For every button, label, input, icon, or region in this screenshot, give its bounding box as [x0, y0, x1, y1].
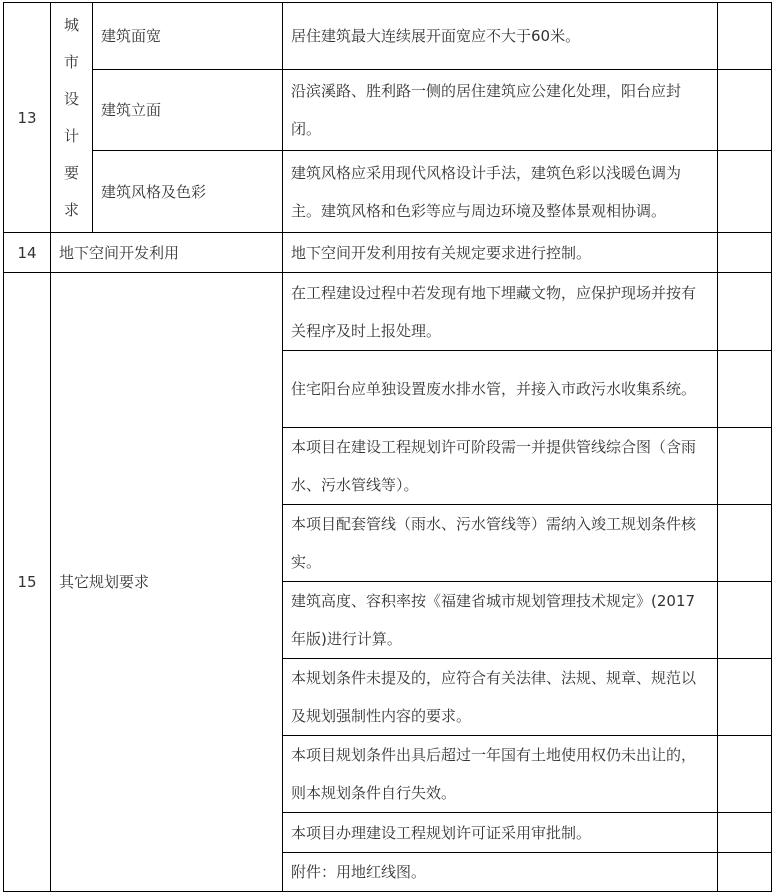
requirement-text: 沿滨溪路、胜利路一侧的居住建筑应公建化处理，阳台应封闭。 — [283, 70, 718, 151]
requirement-text: 本项目在建设工程规划许可阶段需一并提供管线综合图（含雨水、污水管线等）。 — [283, 428, 718, 505]
remarks-cell — [718, 428, 772, 505]
table-row — [4, 273, 772, 351]
requirement-text: 本项目办理建设工程规划许可证采用审批制。 — [283, 813, 718, 853]
remarks-cell — [718, 273, 772, 351]
table-row — [4, 70, 772, 151]
remarks-cell — [718, 151, 772, 233]
table-row — [4, 233, 772, 273]
item-number: 15 — [4, 273, 51, 892]
item-number: 14 — [4, 233, 51, 273]
requirement-text: 在工程建设过程中若发现有地下埋藏文物，应保护现场并按有关程序及时上报处理。 — [283, 273, 718, 351]
requirement-text: 建筑风格应采用现代风格设计手法，建筑色彩以浅暖色调为主。建筑风格和色彩等应与周边环境及整体景观相协调。 — [283, 151, 718, 233]
remarks-cell — [718, 582, 772, 659]
item-label: 其它规划要求 — [51, 273, 283, 892]
requirement-text: 本项目配套管线（雨水、污水管线等）需纳入竣工规划条件核实。 — [283, 505, 718, 582]
table-row — [4, 3, 772, 70]
remarks-cell — [718, 659, 772, 736]
planning-conditions-table — [3, 2, 772, 892]
table-row — [4, 151, 772, 233]
category-char: 求 — [63, 200, 79, 219]
sub-item-label: 建筑面宽 — [93, 3, 283, 70]
category-char: 市 — [63, 52, 79, 71]
requirement-text: 附件：用地红线图。 — [283, 853, 718, 892]
remarks-cell — [718, 70, 772, 151]
requirement-text: 本规划条件未提及的，应符合有关法律、法规、规章、规范以及规划强制性内容的要求。 — [283, 659, 718, 736]
category-vertical-label — [51, 3, 93, 233]
requirement-text: 建筑高度、容积率按《福建省城市规划管理技术规定》(2017年版)进行计算。 — [283, 582, 718, 659]
sub-item-label: 建筑立面 — [93, 70, 283, 151]
category-char: 要 — [63, 163, 79, 182]
remarks-cell — [718, 813, 772, 853]
requirement-text: 住宅阳台应单独设置废水排水管，并接入市政污水收集系统。 — [283, 351, 718, 428]
requirement-text: 地下空间开发利用按有关规定要求进行控制。 — [283, 233, 718, 273]
item-label: 地下空间开发利用 — [51, 233, 283, 273]
item-number: 13 — [4, 3, 51, 233]
category-char: 计 — [63, 126, 79, 145]
category-char: 城 — [63, 15, 79, 34]
remarks-cell — [718, 853, 772, 892]
remarks-cell — [718, 3, 772, 70]
remarks-cell — [718, 233, 772, 273]
remarks-cell — [718, 505, 772, 582]
sub-item-label: 建筑风格及色彩 — [93, 151, 283, 233]
requirement-text: 本项目规划条件出具后超过一年国有土地使用权仍未出让的，则本规划条件自行失效。 — [283, 736, 718, 813]
requirement-text: 居住建筑最大连续展开面宽应不大于60米。 — [283, 3, 718, 70]
remarks-cell — [718, 736, 772, 813]
remarks-cell — [718, 351, 772, 428]
category-char: 设 — [63, 89, 79, 108]
